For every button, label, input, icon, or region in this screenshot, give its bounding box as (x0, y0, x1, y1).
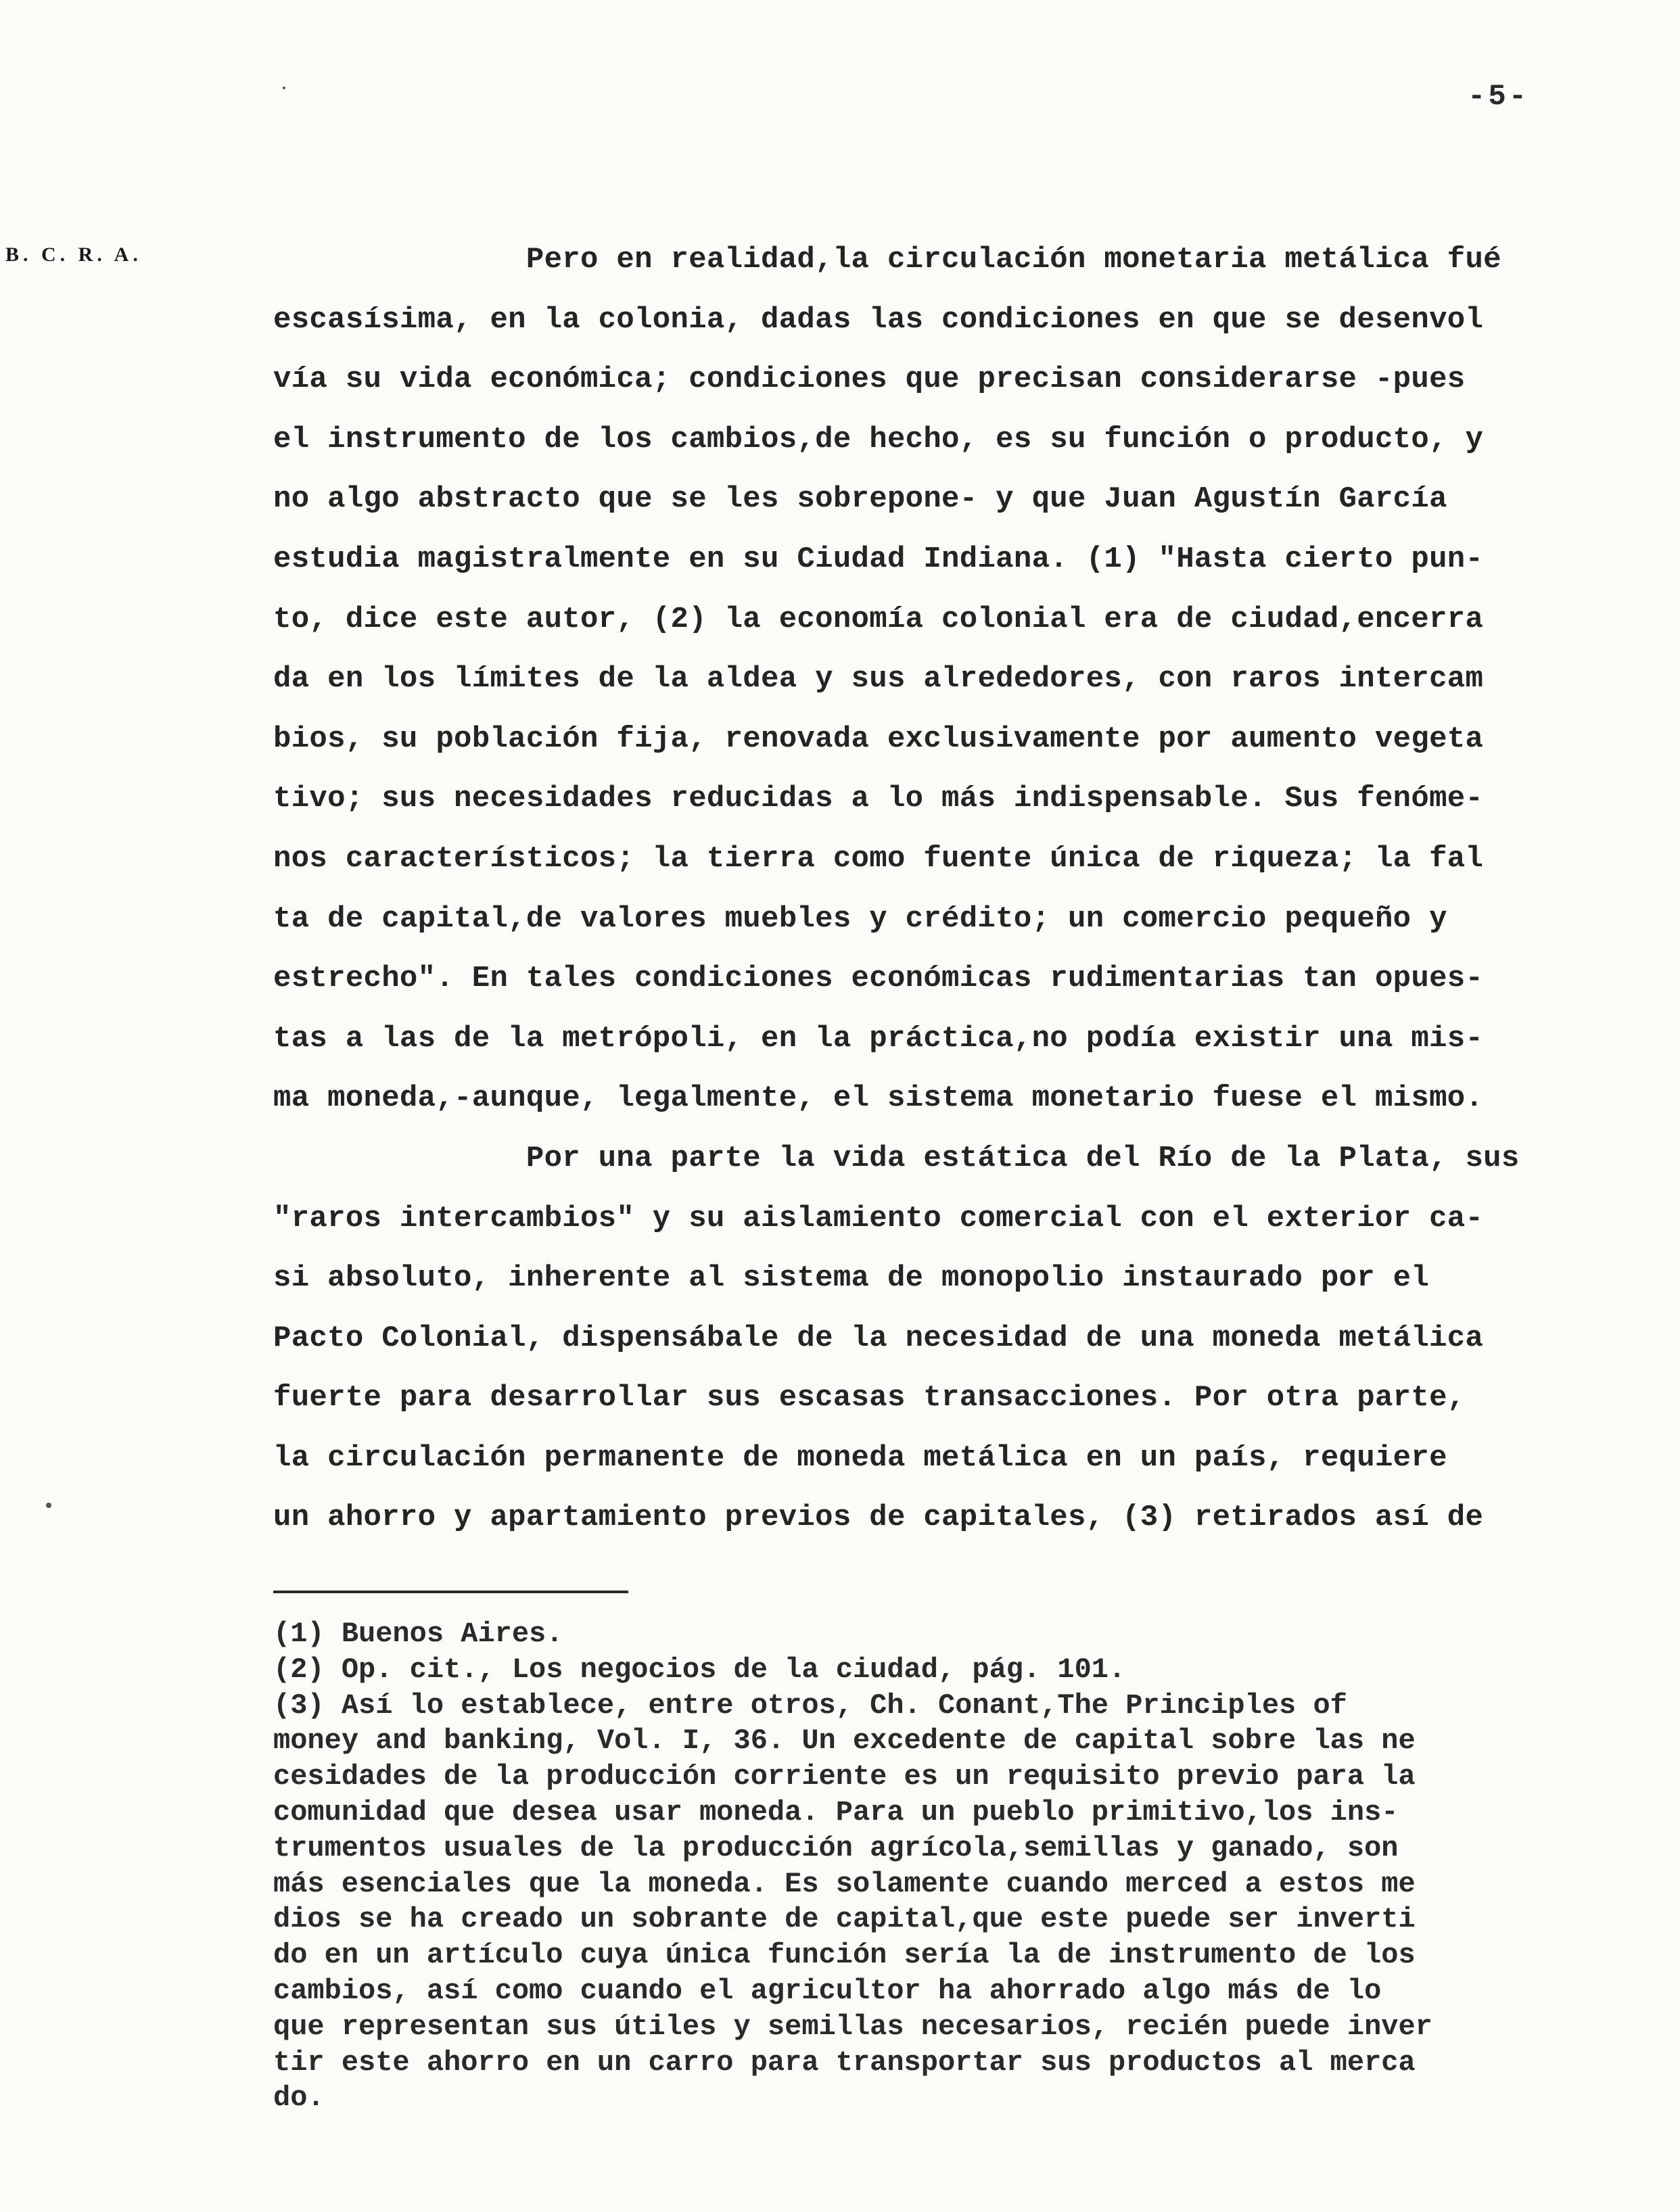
footnote-line: más esenciales que la moneda. Es solamente cuando merced a estos me (273, 1867, 1416, 1900)
body-line: "raros intercambios" y su aislamiento comercial con el exterior ca- (273, 1201, 1484, 1236)
body-line: Por una parte la vida estática del Río de la Plata, sus (273, 1141, 1520, 1175)
body-line: nos característicos; la tierra como fuente única de riqueza; la fal (273, 841, 1484, 876)
footnote-separator (273, 1591, 628, 1593)
margin-stamp: B. C. R. A. (5, 243, 142, 266)
footnote-line: do en un artículo cuya única función sería la de instrumento de los (273, 1939, 1416, 1972)
body-line: bios, su población fija, renovada exclusivamente por aumento vegeta (273, 722, 1484, 756)
footnote-line: cesidades de la producción corriente es un requisito previo para la (273, 1760, 1416, 1793)
body-line: si absoluto, inherente al sistema de monopolio instaurado por el (273, 1261, 1430, 1296)
body-line: Pero en realidad,la circulación monetaria metálica fué (273, 243, 1501, 277)
footnote-line: money and banking, Vol. I, 36. Un excedente de capital sobre las ne (273, 1724, 1416, 1758)
footnote-line: (1) Buenos Aires. (273, 1618, 563, 1650)
body-line: escasísima, en la colonia, dadas las condiciones en que se desenvol (273, 302, 1484, 337)
main-body-text (273, 230, 1673, 1548)
body-line: fuerte para desarrollar sus escasas transacciones. Por otra parte, (273, 1381, 1466, 1415)
body-line: ta de capital,de valores muebles y crédito; un comercio pequeño y (273, 901, 1447, 936)
page-number: -5- (1468, 80, 1530, 114)
body-line: vía su vida económica; condiciones que precisan considerarse -pues (273, 362, 1466, 397)
body-line: estudia magistralmente en su Ciudad Indiana. (1) "Hasta cierto pun- (273, 542, 1484, 576)
body-line: la circulación permanente de moneda metálica en un país, requiere (273, 1440, 1447, 1475)
body-line: tivo; sus necesidades reducidas a lo más indispensable. Sus fenóme- (273, 782, 1484, 816)
paper-speck (46, 1503, 51, 1508)
body-line: tas a las de la metrópoli, en la práctica,no podía existir una mis- (273, 1021, 1484, 1056)
body-line: Pacto Colonial, dispensábale de la necesidad de una moneda metálica (273, 1321, 1484, 1355)
footnote-line: do. (273, 2081, 325, 2115)
footnote-line: que representan sus útiles y semillas necesarios, recién puede inver (273, 2010, 1432, 2043)
footnote-line: (2) Op. cit., Los negocios de la ciudad, pág. 101. (273, 1653, 1126, 1686)
footnote-line: (3) Así lo establece, entre otros, Ch. Conant,The Principles of (273, 1689, 1347, 1722)
body-line: el instrumento de los cambios,de hecho, es su función o producto, y (273, 422, 1484, 456)
body-line: da en los límites de la aldea y sus alrededores, con raros intercam (273, 662, 1484, 697)
body-line: un ahorro y apartamiento previos de capitales, (3) retirados así de (273, 1501, 1484, 1535)
footnote-line: cambios, así como cuando el agricultor ha ahorrado algo más de lo (273, 1974, 1382, 2007)
body-line: estrecho". En tales condiciones económicas rudimentarias tan opues- (273, 962, 1484, 996)
footnote-line: comunidad que desea usar moneda. Para un pueblo primitivo,los ins- (273, 1795, 1399, 1829)
body-line: to, dice este autor, (2) la economía colonial era de ciudad,encerra (273, 602, 1484, 636)
footnote-line: dios se ha creado un sobrante de capital,que este puede ser inverti (273, 1903, 1416, 1936)
body-line: ma moneda,-aunque, legalmente, el sistema monetario fuese el mismo. (273, 1081, 1484, 1116)
body-line: no algo abstracto que se les sobrepone- y que Juan Agustín García (273, 482, 1447, 517)
footnotes (273, 1616, 1673, 2116)
footnote-line: tir este ahorro en un carro para transportar sus productos al merca (273, 2046, 1416, 2079)
paper-speck (283, 87, 285, 89)
footnote-line: trumentos usuales de la producción agrícola,semillas y ganado, son (273, 1831, 1399, 1864)
